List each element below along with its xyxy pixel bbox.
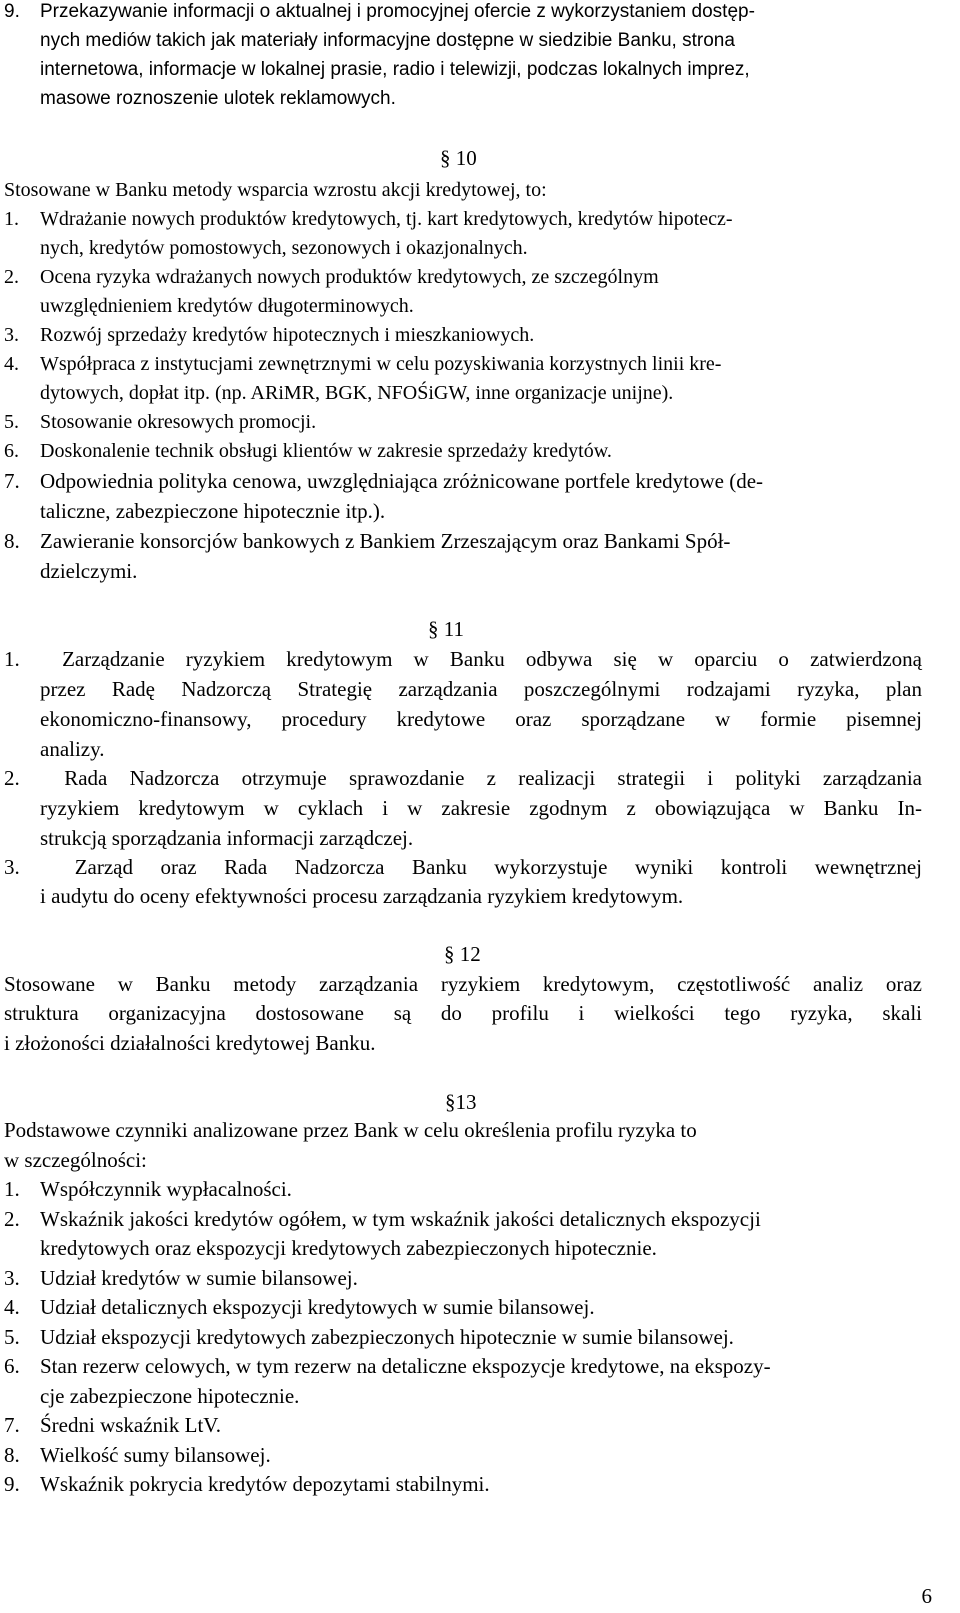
section-10-item-3: 3. Rozwój sprzedaży kredytów hipotecznych i mieszkaniowych.	[4, 324, 535, 346]
list-item-9-line-3: internetowa, informacje w lokalnej prasie, radio i telewizji, podczas lokalnych imprez,	[40, 59, 750, 80]
section-13-item-2-line-2: kredytowych oraz ekspozycji kredytowych zabezpieczonych hipotecznie.	[40, 1236, 657, 1260]
section-12-line-1: Stosowane w Banku metody zarządzania ryzykiem kredytowym, częstotliwość analiz oraz	[4, 972, 922, 996]
section-13-item-1: 1. Współczynnik wypłacalności.	[4, 1177, 292, 1201]
section-heading-12: § 12	[444, 942, 481, 966]
section-11-item-2-line-2: ryzykiem kredytowym w cyklach i w zakresie zgodnym z obowiązująca w Banku In-	[40, 796, 922, 820]
section-10-item-2-line-1: 2. Ocena ryzyka wdrażanych nowych produktów kredytowych, ze szczególnym	[4, 266, 659, 288]
section-10-item-1-line-2: nych, kredytów pomostowych, sezonowych i okazjonalnych.	[40, 237, 528, 259]
section-10-item-1-line-1: 1. Wdrażanie nowych produktów kredytowych, tj. kart kredytowych, kredytów hipotecz-	[4, 208, 733, 230]
section-13-item-7: 7. Średni wskaźnik LtV.	[4, 1413, 222, 1437]
section-13-intro-line-2: w szczególności:	[4, 1148, 147, 1172]
page-number: 6	[921, 1584, 932, 1608]
section-13-item-4: 4. Udział detalicznych ekspozycji kredytowych w sumie bilansowej.	[4, 1295, 595, 1319]
section-11-item-1-line-4: analizy.	[40, 737, 105, 761]
section-heading-10: § 10	[440, 146, 477, 170]
section-11-item-2-line-3: strukcją sporządzania informacji zarządczej.	[40, 826, 414, 850]
section-13-item-8: 8. Wielkość sumy bilansowej.	[4, 1443, 271, 1467]
section-10-item-7-line-1: 7. Odpowiednia polityka cenowa, uwzględniająca zróżnicowane portfele kredytowe (de-	[4, 469, 764, 493]
section-11-item-1-line-2: przez Radę Nadzorczą Strategię zarządzania poszczególnymi rodzajami ryzyka, plan	[40, 677, 922, 701]
section-13-intro-line-1: Podstawowe czynniki analizowane przez Bank w celu określenia profilu ryzyka to	[4, 1118, 697, 1142]
section-11-item-3-line-1: 3. Zarząd oraz Rada Nadzorcza Banku wykorzystuje wyniki kontroli wewnętrznej	[4, 855, 922, 879]
section-heading-11: § 11	[428, 617, 464, 641]
section-13-item-3: 3. Udział kredytów w sumie bilansowej.	[4, 1266, 358, 1290]
section-13-item-5: 5. Udział ekspozycji kredytowych zabezpieczonych hipotecznie w sumie bilansowej.	[4, 1325, 734, 1349]
section-10-item-8-line-1: 8. Zawieranie konsorcjów bankowych z Bankiem Zrzeszającym oraz Bankami Spół-	[4, 529, 731, 553]
section-12-line-2: struktura organizacyjna dostosowane są do profilu i wielkości tego ryzyka, skali	[4, 1001, 922, 1025]
section-heading-13: §13	[445, 1090, 477, 1114]
list-item-9-line-2: nych mediów takich jak materiały informacyjne dostępne w siedzibie Banku, strona	[40, 30, 735, 51]
section-11-item-1-line-1: 1. Zarządzanie ryzykiem kredytowym w Banku odbywa się w oparciu o zatwierdzoną	[4, 647, 923, 671]
list-item-9-line-1: 9. Przekazywanie informacji o aktualnej i promocyjnej ofercie z wykorzystaniem dostęp-	[4, 1, 755, 22]
section-10-item-4-line-2: dytowych, dopłat itp. (np. ARiMR, BGK, NFOŚiGW, inne organizacje unijne).	[40, 382, 674, 404]
section-10-item-6: 6. Doskonalenie technik obsługi klientów w zakresie sprzedaży kredytów.	[4, 440, 612, 462]
section-13-item-2-line-1: 2. Wskaźnik jakości kredytów ogółem, w tym wskaźnik jakości detalicznych ekspozycji	[4, 1207, 761, 1231]
section-11-item-1-line-3: ekonomiczno-finansowy, procedury kredytowe oraz sporządzane w formie pisemnej	[40, 707, 922, 731]
section-10-intro: Stosowane w Banku metody wsparcia wzrostu akcji kredytowej, to:	[4, 179, 547, 201]
section-10-item-4-line-1: 4. Współpraca z instytucjami zewnętrznymi w celu pozyskiwania korzystnych linii kre-	[4, 353, 722, 375]
section-10-item-5: 5. Stosowanie okresowych promocji.	[4, 411, 317, 433]
list-item-9-line-4: masowe roznoszenie ulotek reklamowych.	[40, 88, 396, 109]
section-11-item-2-line-1: 2. Rada Nadzorcza otrzymuje sprawozdanie z realizacji strategii i polityki zarządzania	[4, 766, 923, 790]
section-13-item-9: 9. Wskaźnik pokrycia kredytów depozytami stabilnymi.	[4, 1472, 490, 1496]
section-12-line-3: i złożoności działalności kredytowej Banku.	[4, 1031, 376, 1055]
section-13-item-6-line-2: cje zabezpieczone hipotecznie.	[40, 1384, 300, 1408]
section-13-item-6-line-1: 6. Stan rezerw celowych, w tym rezerw na detaliczne ekspozycje kredytowe, na ekspozy-	[4, 1354, 771, 1378]
section-10-item-2-line-2: uwzględnieniem kredytów długoterminowych.	[40, 295, 414, 317]
section-10-item-7-line-2: taliczne, zabezpieczone hipotecznie itp.).	[40, 499, 386, 523]
section-11-item-3-line-2: i audytu do oceny efektywności procesu zarządzania ryzykiem kredytowym.	[40, 884, 684, 908]
section-10-item-8-line-2: dzielczymi.	[40, 559, 138, 583]
